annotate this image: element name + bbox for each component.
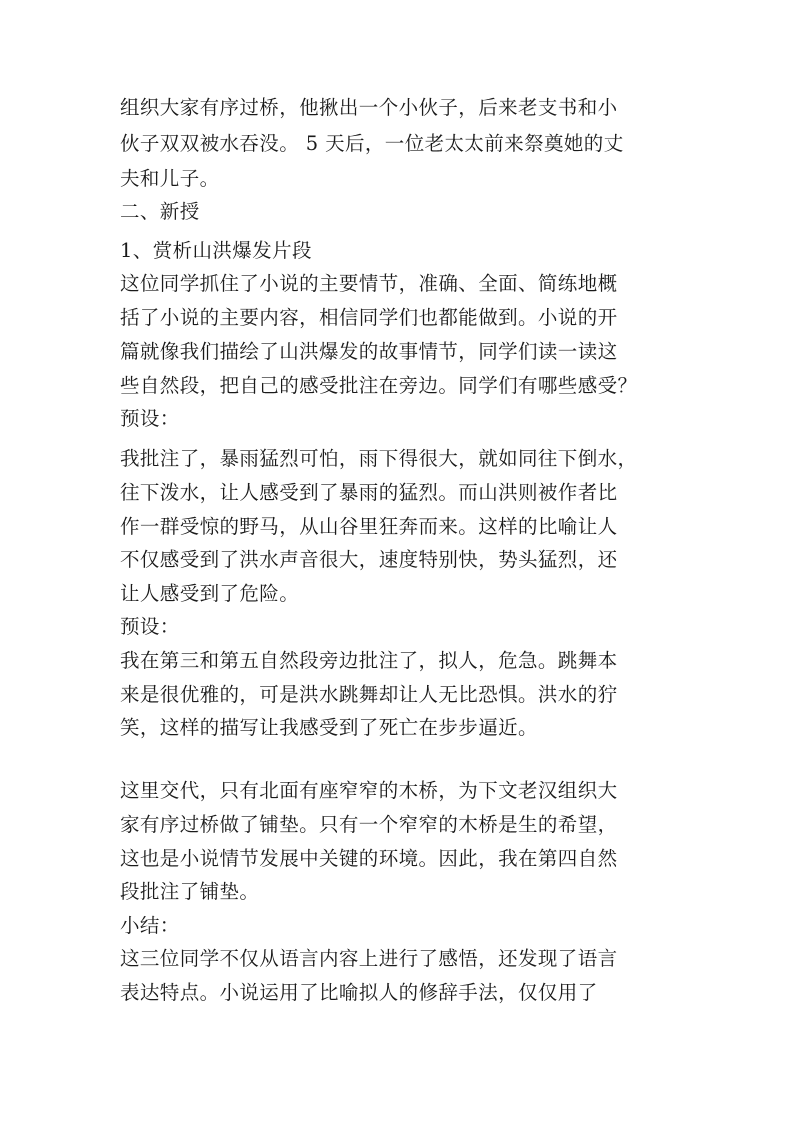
text-line: 这三位同学不仅从语言内容上进行了感悟，还发现了语言 (120, 947, 618, 970)
text-line: 些自然段，把自己的感受批注在旁边。同学们有哪些感受？ (120, 374, 638, 397)
text-line: 不仅感受到了洪水声音很大，速度特别快，势头猛烈，还 (120, 548, 618, 571)
text-line: 预设： (120, 407, 180, 430)
text-line: 组织大家有序过桥，他揪出一个小伙子，后来老支书和小 (120, 96, 618, 119)
text-line: 括了小说的主要内容，相信同学们也都能做到。小说的开 (120, 306, 618, 329)
text-line: 往下泼水，让人感受到了暴雨的猛烈。而山洪则被作者比 (120, 481, 618, 504)
text-line: 来是很优雅的，可是洪水跳舞却让人无比恐惧。洪水的狞 (120, 683, 618, 706)
text-line: 预设： (120, 615, 180, 638)
text-line: 这位同学抓住了小说的主要情节，准确、全面、简练地概 (120, 272, 618, 295)
text-line: 这也是小说情节发展中关键的环境。因此，我在第四自然 (120, 847, 618, 870)
text-line: 篇就像我们描绘了山洪爆发的故事情节，同学们读一读这 (120, 340, 618, 363)
text-line: 伙子双双被水吞没。 5 天后，一位老太太前来祭奠她的丈 (120, 132, 624, 155)
text-line: 表达特点。小说运用了比喻拟人的修辞手法，仅仅用了 (120, 981, 598, 1004)
text-line: 作一群受惊的野马，从山谷里狂奔而来。这样的比喻让人 (120, 515, 618, 538)
text-line: 我在第三和第五自然段旁边批注了，拟人，危急。跳舞本 (120, 649, 618, 672)
text-line: 段批注了铺垫。 (120, 880, 260, 903)
subsection-heading: 1、赏析山洪爆发片段 (120, 239, 312, 262)
section-heading: 二、新授 (120, 200, 200, 223)
text-line: 家有序过桥做了铺垫。只有一个窄窄的木桥是生的希望， (120, 813, 618, 836)
text-line: 让人感受到了危险。 (120, 582, 300, 605)
text-line: 我批注了，暴雨猛烈可怕，雨下得很大，就如同往下倒水， (120, 447, 638, 470)
text-line: 小结： (120, 914, 180, 937)
text-line: 夫和儿子。 (120, 167, 220, 190)
text-line: 笑，这样的描写让我感受到了死亡在步步逼近。 (120, 716, 538, 739)
text-line: 这里交代，只有北面有座窄窄的木桥，为下文老汉组织大 (120, 779, 618, 802)
